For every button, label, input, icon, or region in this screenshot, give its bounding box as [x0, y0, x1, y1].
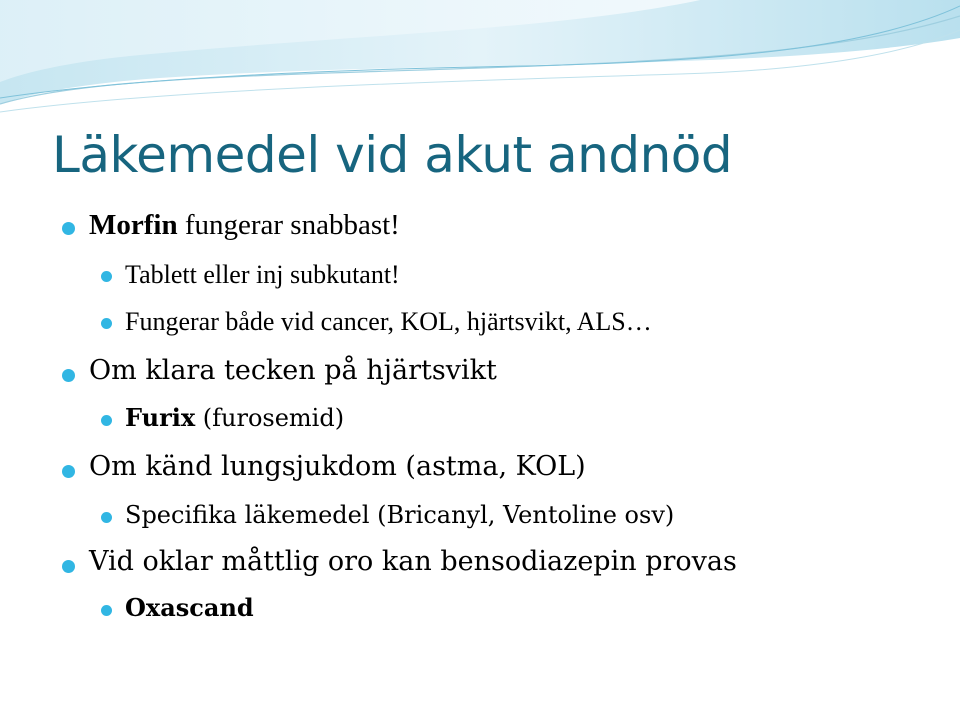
bold-term: Furix: [125, 403, 196, 432]
bold-term: Morfin: [89, 209, 178, 241]
bullet-icon: [101, 605, 112, 616]
bold-term: Oxascand: [125, 593, 254, 622]
header-swoosh-decoration: [0, 0, 960, 120]
slide-title: Läkemedel vid akut andnöd: [52, 126, 733, 184]
bullet-icon: [62, 222, 75, 235]
bullet-icon: [101, 271, 112, 282]
bullet-icon: [101, 415, 112, 426]
item-text: Vid oklar måttlig oro kan bensodiazepin provas: [89, 546, 737, 577]
bullet-icon: [101, 512, 112, 523]
item-text: Fungerar både vid cancer, KOL, hjärtsvikt, ALS…: [125, 307, 652, 336]
item-text: fungerar snabbast!: [177, 209, 400, 241]
bullet-icon: [101, 318, 112, 329]
bullet-icon: [62, 465, 75, 478]
item-text: Om klara tecken på hjärtsvikt: [89, 355, 497, 386]
bullet-icon: [62, 560, 75, 573]
item-text: Om känd lungsjukdom (astma, KOL): [89, 451, 586, 482]
item-text: Specifika läkemedel (Bricanyl, Ventoline osv): [125, 501, 675, 529]
item-text: (furosemid): [195, 404, 345, 432]
item-text: Tablett eller inj subkutant!: [125, 260, 400, 289]
bullet-icon: [62, 369, 75, 382]
